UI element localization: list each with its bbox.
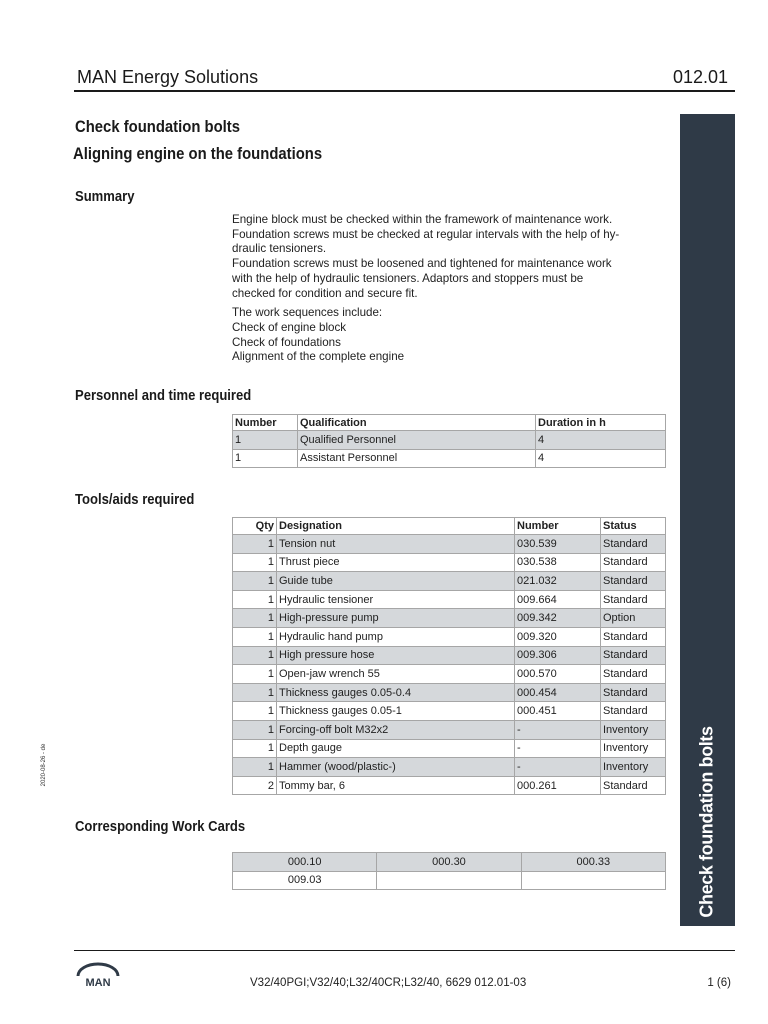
table-cell: Standard: [601, 646, 666, 665]
table-cell: Hydraulic tensioner: [277, 590, 515, 609]
tools-heading: Tools/aids required: [75, 492, 195, 508]
table-cell: Standard: [601, 590, 666, 609]
table-cell: Qualified Personnel: [298, 431, 536, 450]
table-cell: 000.454: [515, 683, 601, 702]
table-cell: 000.261: [515, 776, 601, 795]
table-row: [233, 590, 666, 609]
table-cell: 1: [233, 431, 298, 450]
summary-line: The work sequences include:: [232, 306, 383, 320]
table-cell: 4: [536, 449, 666, 468]
page-subtitle: Aligning engine on the foundations: [73, 145, 323, 163]
table-cell: 000.451: [515, 702, 601, 721]
table-row: [233, 739, 666, 758]
table-row: [233, 683, 666, 702]
table-cell: Inventory: [601, 720, 666, 739]
table-cell: Standard: [601, 665, 666, 684]
column-header: Duration in h: [536, 415, 666, 431]
table-cell: 009.320: [515, 627, 601, 646]
summary-line: draulic tensioners.: [232, 242, 327, 256]
summary-line: Engine block must be checked within the framework of maintenance work.: [232, 213, 613, 226]
table-cell: 2: [233, 776, 277, 795]
table-cell: 009.664: [515, 590, 601, 609]
table-row: [233, 776, 666, 795]
table-cell: Inventory: [601, 758, 666, 777]
table-cell: Thickness gauges 0.05-0.4: [277, 683, 515, 702]
table-cell: Standard: [601, 572, 666, 591]
work-card-cell: [377, 871, 521, 890]
margin-date-note: 2020-08-26 - de: [41, 743, 47, 787]
side-tab-title: Check foundation bolts: [696, 726, 717, 918]
column-header: Designation: [277, 518, 515, 535]
table-cell: 1: [233, 702, 277, 721]
work-card-cell: [521, 871, 665, 890]
footer-reference: V32/40PGI;V32/40;L32/40CR;L32/40, 6629 012.01-03: [250, 977, 527, 989]
column-header: Number: [515, 518, 601, 535]
table-cell: -: [515, 720, 601, 739]
table-row: [233, 627, 666, 646]
summary-line: with the help of hydraulic tensioners. Adaptors and stoppers must be: [232, 271, 584, 285]
table-cell: 1: [233, 665, 277, 684]
work-card-cell: 009.03: [233, 871, 377, 890]
table-cell: High-pressure pump: [277, 609, 515, 628]
man-logo: [76, 962, 120, 988]
table-cell: Inventory: [601, 739, 666, 758]
table-cell: Standard: [601, 553, 666, 572]
table-cell: Guide tube: [277, 572, 515, 591]
table-row: [233, 646, 666, 665]
table-cell: Option: [601, 609, 666, 628]
header-brand: MAN Energy Solutions: [77, 67, 259, 87]
table-row: [233, 871, 666, 890]
column-header: Status: [601, 518, 666, 535]
work-cards-heading: Corresponding Work Cards: [75, 819, 246, 835]
summary-line: Check of foundations: [232, 335, 341, 349]
table-cell: 1: [233, 590, 277, 609]
table-cell: High pressure hose: [277, 646, 515, 665]
table-row: [233, 758, 666, 777]
work-card-cell: 000.10: [233, 853, 377, 872]
table-row: [233, 609, 666, 628]
footer-page-number: 1 (6): [707, 977, 731, 989]
table-cell: 000.570: [515, 665, 601, 684]
work-card-cell: 000.30: [377, 853, 521, 872]
table-row: [233, 553, 666, 572]
table-cell: Standard: [601, 683, 666, 702]
table-row: [233, 535, 666, 554]
table-cell: 1: [233, 720, 277, 739]
summary-text: [232, 213, 664, 365]
header-rule: [74, 90, 735, 92]
table-cell: Standard: [601, 627, 666, 646]
table-cell: 021.032: [515, 572, 601, 591]
table-cell: Tension nut: [277, 535, 515, 554]
work-cards-table: [232, 852, 666, 890]
column-header: Number: [233, 415, 298, 431]
table-cell: Open-jaw wrench 55: [277, 665, 515, 684]
summary-line: Foundation screws must be loosened and tightened for maintenance work: [232, 257, 612, 271]
page-title: Check foundation bolts: [75, 118, 241, 136]
table-cell: Assistant Personnel: [298, 449, 536, 468]
table-cell: 1: [233, 449, 298, 468]
table-cell: 1: [233, 609, 277, 628]
footer-rule: [74, 950, 735, 951]
table-cell: Forcing-off bolt M32x2: [277, 720, 515, 739]
table-cell: -: [515, 758, 601, 777]
table-cell: 1: [233, 683, 277, 702]
table-cell: 030.538: [515, 553, 601, 572]
table-cell: 1: [233, 739, 277, 758]
table-cell: Hydraulic hand pump: [277, 627, 515, 646]
table-cell: Tommy bar, 6: [277, 776, 515, 795]
personnel-heading: Personnel and time required: [75, 388, 252, 404]
table-cell: Thrust piece: [277, 553, 515, 572]
table-cell: Standard: [601, 702, 666, 721]
table-row: [233, 853, 666, 872]
table-cell: 009.306: [515, 646, 601, 665]
work-card-cell: 000.33: [521, 853, 665, 872]
summary-line: checked for condition and secure fit.: [232, 286, 418, 300]
table-row: [233, 665, 666, 684]
summary-line: Foundation screws must be checked at regular intervals with the help of hy-: [232, 227, 620, 241]
table-cell: 1: [233, 646, 277, 665]
column-header: Qualification: [298, 415, 536, 431]
table-row: [233, 572, 666, 591]
table-cell: 1: [233, 535, 277, 554]
column-header: Qty: [233, 518, 277, 535]
summary-heading: Summary: [75, 189, 135, 205]
table-cell: 1: [233, 553, 277, 572]
summary-line: Alignment of the complete engine: [232, 350, 405, 364]
table-cell: 4: [536, 431, 666, 450]
tools-table: [232, 517, 666, 795]
svg-text:MAN: MAN: [85, 977, 111, 988]
table-cell: 1: [233, 758, 277, 777]
table-cell: 009.342: [515, 609, 601, 628]
table-cell: Hammer (wood/plastic-): [277, 758, 515, 777]
header-doc-number: 012.01: [672, 67, 728, 87]
table-cell: Depth gauge: [277, 739, 515, 758]
table-cell: 1: [233, 572, 277, 591]
table-cell: Standard: [601, 535, 666, 554]
table-row: [233, 449, 666, 468]
table-row: [233, 431, 666, 450]
table-cell: Standard: [601, 776, 666, 795]
table-cell: 1: [233, 627, 277, 646]
table-row: [233, 720, 666, 739]
table-cell: -: [515, 739, 601, 758]
table-cell: 030.539: [515, 535, 601, 554]
table-cell: Thickness gauges 0.05-1: [277, 702, 515, 721]
personnel-table: [232, 414, 666, 468]
table-row: [233, 702, 666, 721]
summary-line: Check of engine block: [232, 320, 347, 334]
